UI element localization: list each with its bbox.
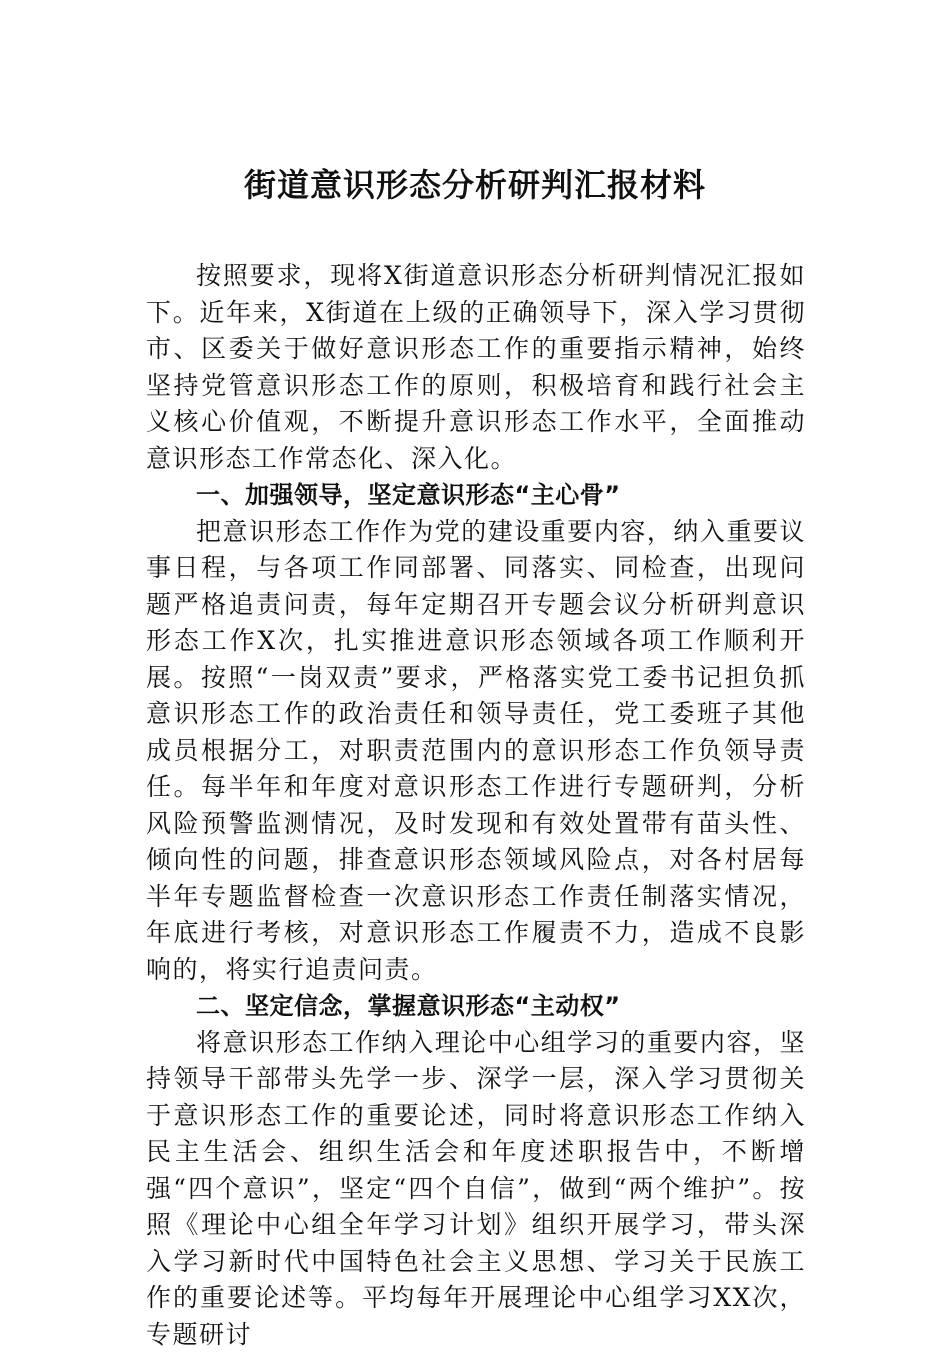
document-title: 街道意识形态分析研判汇报材料	[0, 163, 950, 207]
section-paragraph-2: 将意识形态工作纳入理论中心组学习的重要内容，坚持领导干部带头先学一步、深学一层，深入学习贯彻关于意识形态工作的重要论述，同时将意识形态工作纳入民主生活会、组织生活会和年度述职报告中，不断增强“四个意识”，坚定“四个自信”，做到“两个维护”。按照《理论中心组全年学习计划》组织开展学习，带头深入学习新时代中国特色社会主义思想、学习关于民族工作的重要论述等。平均每年开展理论中心组学习XX次，专题研讨	[146, 1025, 806, 1353]
section-heading-1: 一、加强领导，坚定意识形态“主心骨”	[146, 477, 806, 514]
document-body	[146, 258, 806, 1353]
section-paragraph-1: 把意识形态工作作为党的建设重要内容，纳入重要议事日程，与各项工作同部署、同落实、同检查，出现问题严格追责问责，每年定期召开专题会议分析研判意识形态工作X次，扎实推进意识形态领域各项工作顺利开展。按照“一岗双责”要求，严格落实党工委书记担负抓意识形态工作的政治责任和领导责任，党工委班子其他成员根据分工，对职责范围内的意识形态工作负领导责任。每半年和年度对意识形态工作进行专题研判，分析风险预警监测情况，及时发现和有效处置带有苗头性、倾向性的问题，排查意识形态领域风险点，对各村居每半年专题监督检查一次意识形态工作责任制落实情况，年底进行考核，对意识形态工作履责不力，造成不良影响的，将实行追责问责。	[146, 514, 806, 989]
intro-paragraph: 按照要求，现将X街道意识形态分析研判情况汇报如下。近年来，X街道在上级的正确领导下，深入学习贯彻市、区委关于做好意识形态工作的重要指示精神，始终坚持党管意识形态工作的原则，积极培育和践行社会主义核心价值观，不断提升意识形态工作水平，全面推动意识形态工作常态化、深入化。	[146, 258, 806, 477]
section-heading-2: 二、坚定信念，掌握意识形态“主动权”	[146, 988, 806, 1025]
